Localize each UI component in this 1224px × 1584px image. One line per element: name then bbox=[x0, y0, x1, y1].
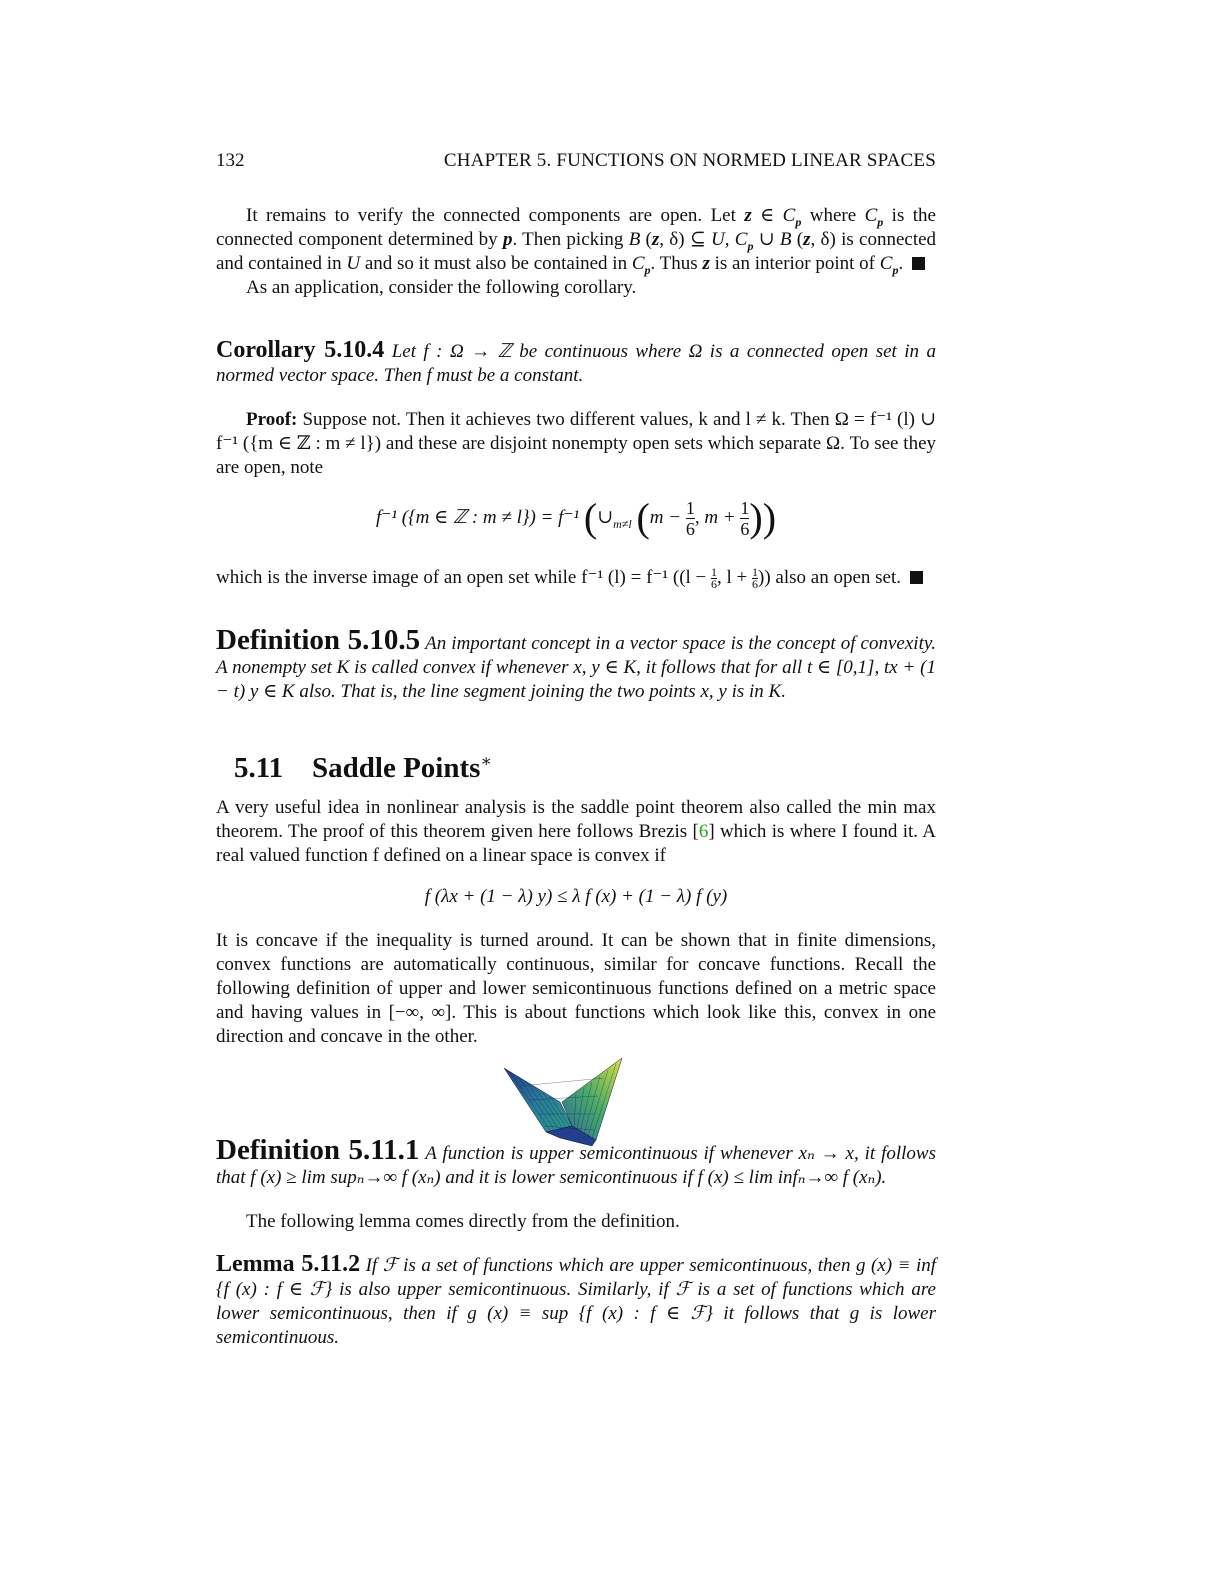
fraction: $\frac{1}{6}$ bbox=[685, 498, 695, 540]
proof-conclusion: which is the inverse image of an open set while f⁻¹ (l) = f⁻¹ ((l − $\frac{1}{6}$ , l + $\frac{1}{6}$ )) also an open set. bbox=[216, 566, 936, 590]
small-fraction: $\frac{1}{6}$ bbox=[752, 565, 759, 592]
qed-symbol bbox=[910, 571, 923, 584]
proof-label: Proof: bbox=[246, 409, 298, 430]
section-heading: 5.11 Saddle Points∗ bbox=[234, 751, 492, 784]
lemma-label: Lemma 5.11.2 bbox=[216, 1251, 361, 1277]
citation-link[interactable]: 6 bbox=[698, 821, 709, 842]
saddle-left-wing bbox=[504, 1068, 572, 1132]
corollary-label: Corollary 5.10.4 bbox=[216, 337, 385, 363]
para-components-open: It remains to verify the connected components are open. Let z ∈ $C_p$ where $C_p$ is the connected component determined by p. Then picking B (z, δ) ⊆ U, $C_p$ ∪ B (z, δ) is connected and contained in U and so it must also be contained in $C_p$. Thus z is an interior point of $C_p$. As an application, consider the following corollary. bbox=[216, 205, 937, 298]
saddle-surface-figure bbox=[500, 1056, 626, 1148]
page-number: 132 bbox=[216, 150, 245, 171]
corollary-text: Let f : Ω → ℤ be continuous where Ω is a connected open set in a normed vector space. Then f must be a constant. bbox=[216, 341, 936, 386]
section-title: Saddle Points bbox=[312, 752, 481, 784]
display-equation-convex: f (λx + (1 − λ) y) ≤ λ f (x) + (1 − λ) f (y) bbox=[424, 886, 728, 907]
proof-block bbox=[216, 408, 936, 480]
para-application: As an application, consider the following corollary. bbox=[246, 277, 637, 298]
para-concave: It is concave if the inequality is turned around. It can be shown that in finite dimensions, convex functions are automatically continuous, similar for concave functions. Recall the following definition of upper and lower semicontinuous functions defined on a metric space and having values in [−∞, ∞]. This is about functions which look like this, convex in one direction and concave in the other. bbox=[216, 930, 936, 1047]
definition-5-10-5 bbox=[216, 624, 936, 704]
lemma-text: If ℱ is a set of functions which are upper semicontinuous, then g (x) ≡ inf {f (x) : f ∈ ℱ} is also upper semicontinuous. Similarly, if ℱ is a set of functions which are lower semicontinuous, then if g (x) ≡ sup {f (x) : f ∈ ℱ} it follows that g is lower semicontinuous. bbox=[216, 1255, 936, 1348]
corollary-5-10-4 bbox=[216, 338, 936, 388]
para-saddle-intro: A very useful idea in nonlinear analysis is the saddle point theorem also called the min max theorem. The proof of this theorem given here follows Brezis [6] which is where I found it. A real valued function f defined on a linear space is convex if bbox=[216, 797, 937, 866]
qed-symbol bbox=[912, 257, 925, 270]
definition-text: An important concept in a vector space is the concept of convexity. A nonempty set K is called convex if whenever x, y ∈ K, it follows that for all t ∈ [0,1], tx + (1 − t) y ∈ K also. That is, the line segment joining the two points x, y is in K. bbox=[216, 633, 936, 702]
lemma-5-11-2 bbox=[216, 1252, 936, 1350]
definition-text: A function is upper semicontinuous if whenever xₙ → x, it follows that f (x) ≥ lim supₙ→∞ f (xₙ) and it is lower semicontinuous if f (x) ≤ lim infₙ→∞ f (xₙ). bbox=[216, 1143, 936, 1188]
proof-text: Suppose not. Then it achieves two different values, k and l ≠ k. Then Ω = f⁻¹ (l) ∪ f⁻¹ ({m ∈ ℤ : m ≠ l}) and these are disjoint nonempty open sets which separate Ω. To see they are open, note bbox=[216, 409, 936, 478]
fraction: $\frac{1}{6}$ bbox=[740, 498, 750, 540]
para-lemma-intro: The following lemma comes directly from the definition. bbox=[246, 1211, 680, 1232]
definition-label: Definition 5.10.5 bbox=[216, 624, 421, 656]
small-fraction: $\frac{1}{6}$ bbox=[711, 565, 718, 592]
display-equation-preimage: f⁻¹ ({m ∈ ℤ : m ≠ l}) = f⁻¹ ($\cup_{m\ne l}$ (m − $\frac{1}{6}$ , m + $\frac{1}{6}$ )) bbox=[375, 495, 777, 540]
definition-5-11-1 bbox=[216, 1134, 936, 1190]
page-header bbox=[216, 150, 936, 174]
definition-label: Definition 5.11.1 bbox=[216, 1134, 420, 1166]
section-number: 5.11 bbox=[234, 752, 284, 784]
running-head: CHAPTER 5. FUNCTIONS ON NORMED LINEAR SPACES bbox=[443, 150, 936, 171]
